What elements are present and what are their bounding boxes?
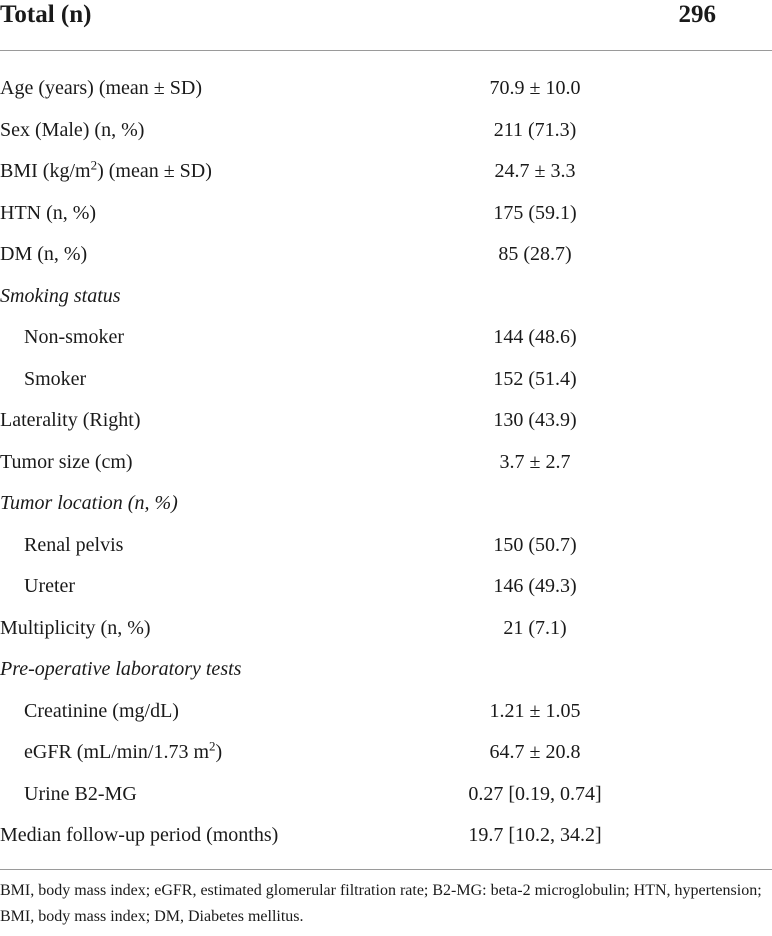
section-label: Tumor location (n, %)	[0, 492, 178, 514]
row-label: Urine B2-MG	[24, 782, 137, 805]
row-label: Smoker	[24, 367, 87, 390]
row-value: 150 (50.7)	[493, 533, 577, 556]
row-label: eGFR (mL/min/1.73 $m^2$)	[24, 738, 223, 763]
table-row-bmi	[0, 151, 772, 193]
table-row-laterality	[0, 400, 772, 442]
row-value: 3.7 ± 2.7	[499, 450, 571, 473]
table-bottom-rule	[0, 869, 772, 870]
table-footnote: BMI, body mass index; eGFR, estimated glomerular filtration rate; B2-MG: beta-2 microglobulin; HTN, hypertension; BMI, body mass index; DM, Diabetes mellitus.	[0, 882, 762, 925]
row-value: 152 (51.4)	[493, 367, 577, 390]
row-label: Non-smoker	[24, 326, 124, 348]
table-row-dm	[0, 234, 772, 276]
table-row-sex	[0, 110, 772, 152]
row-value: 175 (59.1)	[493, 201, 577, 224]
row-label: Sex (Male) (n, %)	[0, 118, 145, 141]
table-row-creatinine	[0, 691, 772, 733]
row-label: Renal pelvis	[24, 533, 124, 556]
row-value: 21 (7.1)	[503, 616, 567, 639]
table-row-renal-pelvis	[0, 525, 772, 567]
row-label: DM (n, %)	[0, 243, 88, 265]
table-body	[0, 68, 772, 857]
row-value: 70.9 ± 10.0	[489, 77, 581, 99]
row-label: Age (years) (mean ± SD)	[0, 77, 203, 99]
row-label: Tumor size (cm)	[0, 450, 133, 473]
row-value: 130 (43.9)	[493, 409, 577, 431]
section-tumor-location	[0, 483, 772, 525]
table-row-follow-up	[0, 815, 772, 857]
table-row-age	[0, 68, 772, 110]
row-label: HTN (n, %)	[0, 201, 97, 224]
row-value: 144 (48.6)	[493, 326, 577, 348]
section-label: Smoking status	[0, 284, 121, 307]
row-value: 85 (28.7)	[498, 243, 572, 265]
row-label: Median follow-up period (months)	[0, 824, 279, 846]
row-value: 64.7 ± 20.8	[489, 741, 581, 763]
row-value: 1.21 ± 1.05	[489, 699, 581, 722]
row-value: 0.27 [0.19, 0.74]	[468, 782, 602, 805]
row-label: Ureter	[24, 575, 76, 597]
row-value: 24.7 ± 3.3	[494, 160, 576, 182]
row-label: Laterality (Right)	[0, 409, 141, 431]
section-label: Pre-operative laboratory tests	[0, 658, 242, 680]
section-pre-operative-lab-tests	[0, 649, 772, 691]
table-row-smoker	[0, 359, 772, 401]
header-label: Total (n)	[0, 1, 92, 28]
header-value: 296	[678, 1, 716, 28]
table-row-htn	[0, 193, 772, 235]
row-label: Creatinine (mg/dL)	[24, 699, 179, 722]
row-value: 211 (71.3)	[493, 118, 577, 141]
row-value: 19.7 [10.2, 34.2]	[468, 824, 602, 846]
table-row-egfr	[0, 732, 772, 774]
row-value: 146 (49.3)	[493, 575, 577, 597]
row-label: Multiplicity (n, %)	[0, 616, 151, 639]
section-smoking-status	[0, 276, 772, 318]
table-row-tumor-size	[0, 442, 772, 484]
table-row-multiplicity	[0, 608, 772, 650]
row-label: BMI $(kg/m^2)$ (mean ± SD)	[0, 157, 212, 182]
table-row-non-smoker	[0, 317, 772, 359]
table-row-urine-b2-mg	[0, 774, 772, 816]
table-row-ureter	[0, 566, 772, 608]
table-header	[0, 0, 772, 51]
